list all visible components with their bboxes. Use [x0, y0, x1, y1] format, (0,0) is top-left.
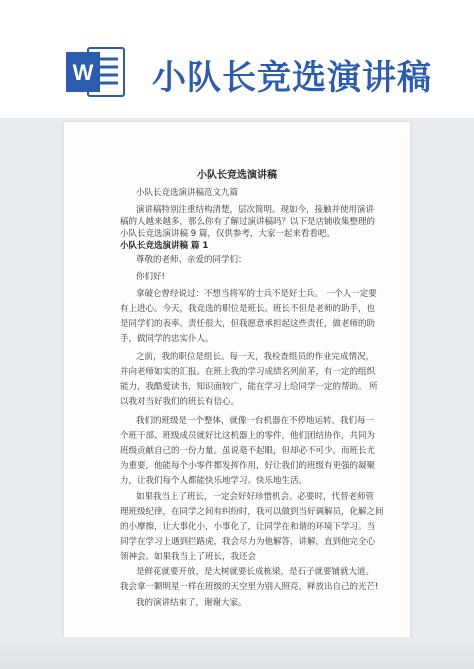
paragraph-line: 同学在学习上遇到拦路虎，我会尽力为他解答，讲解，直到他完全心: [120, 537, 376, 547]
paragraph-line: 之前，我的职位是组长。每一天，我检查组员的作业完成情况，: [136, 352, 375, 362]
paragraph-line: 班级贡献自己的一份力量。虽说毫不起眼，但却必不可少。而班长尤: [120, 446, 376, 456]
document-title: 小队长竞选演讲稿: [197, 170, 277, 181]
paragraph-line: 是鲜花就要开放，是大树就要长成栋梁，是石子就要铺就大道。: [136, 567, 375, 577]
paragraph-line: 手，做同学的忠实仆人。: [120, 334, 214, 344]
word-icon: [64, 42, 126, 102]
paragraph-line: 我会拿一颗明星一样在班级的天空里为别人照亮，释放出自己的光芒!: [120, 582, 379, 592]
section-heading: 小队长竞选演讲稿 篇 1: [120, 241, 209, 251]
paragraph-line: 拿破仑曾经说过：不想当将军的士兵不是好士兵。 一个人一定要: [136, 289, 377, 299]
paragraph-line: 演讲稿特别注重结构清楚，层次简明。现如今，接触并使用演讲: [136, 205, 375, 215]
paragraph-line: 我的演讲结束了，谢谢大家。: [136, 598, 247, 608]
paragraph-line: 的小摩擦，让大事化小，小事化了，让同学在和谐的环境下学习。当: [120, 522, 376, 532]
paragraph-line: 你们好!: [136, 272, 165, 282]
paragraph-line: 以我对当好我们的班长有信心。: [120, 397, 240, 407]
paragraph-line: 个班干部、班级成员就好比这机器上的零件，他们团结协作，共同为: [120, 431, 376, 441]
paragraph-line: 稿的人越来越多，那么你有了解过演讲稿吗？以下是店铺收集整理的: [120, 217, 376, 227]
paragraph-line: 我们的班级是一个整体，就像一台机器在不停地运转。我们每一: [136, 416, 375, 426]
paragraph-line: 领神会。如果我当上了班长，我还会: [120, 552, 257, 562]
header-banner: [0, 0, 474, 118]
paragraph-line: 有上进心。今天，我竞选的职位是班长。班长不但是老师的助手，也: [120, 304, 376, 314]
paragraph-line: 如果我当上了班长，一定会好好珍惜机会。必要时，代替老师管: [136, 492, 375, 502]
paragraph-line: 力，让我们每个人都能快乐地学习、快乐地生活。: [120, 476, 308, 486]
bottom-background: [0, 637, 474, 669]
paragraph-line: 是同学们的表率。责任很大，但我愿意承担起这些责任，做老师的助: [120, 319, 376, 329]
document-page: [64, 122, 410, 637]
paragraph-line: 为重要，他能每个小零件都发挥作用，好让我们的班级有更强的凝聚: [120, 461, 376, 471]
word-icon-letter: W: [72, 60, 94, 85]
paragraph-line: 尊敬的老师、亲爱的同学们：: [136, 255, 247, 265]
paragraph-line: 小队长竞选演讲稿 9 篇，仅供参考，大家一起来看看吧。: [120, 229, 335, 239]
page-title: 小队长竞选演讲稿: [152, 58, 432, 98]
paragraph-line: 并向老师如实的汇报。在班上我的学习成绩名列前茅，有一定的组织: [120, 367, 376, 377]
paragraph-line: 理班级纪律，在同学之间有纠纷时，我可以做到当好调解员，化解之间: [120, 507, 384, 517]
doc-subtitle: 小队长竞选演讲稿范文九篇: [136, 188, 239, 198]
paragraph-line: 能力，我酷爱读书，知识面较广，能在学习上给同学一定的帮助。 所: [120, 382, 378, 392]
